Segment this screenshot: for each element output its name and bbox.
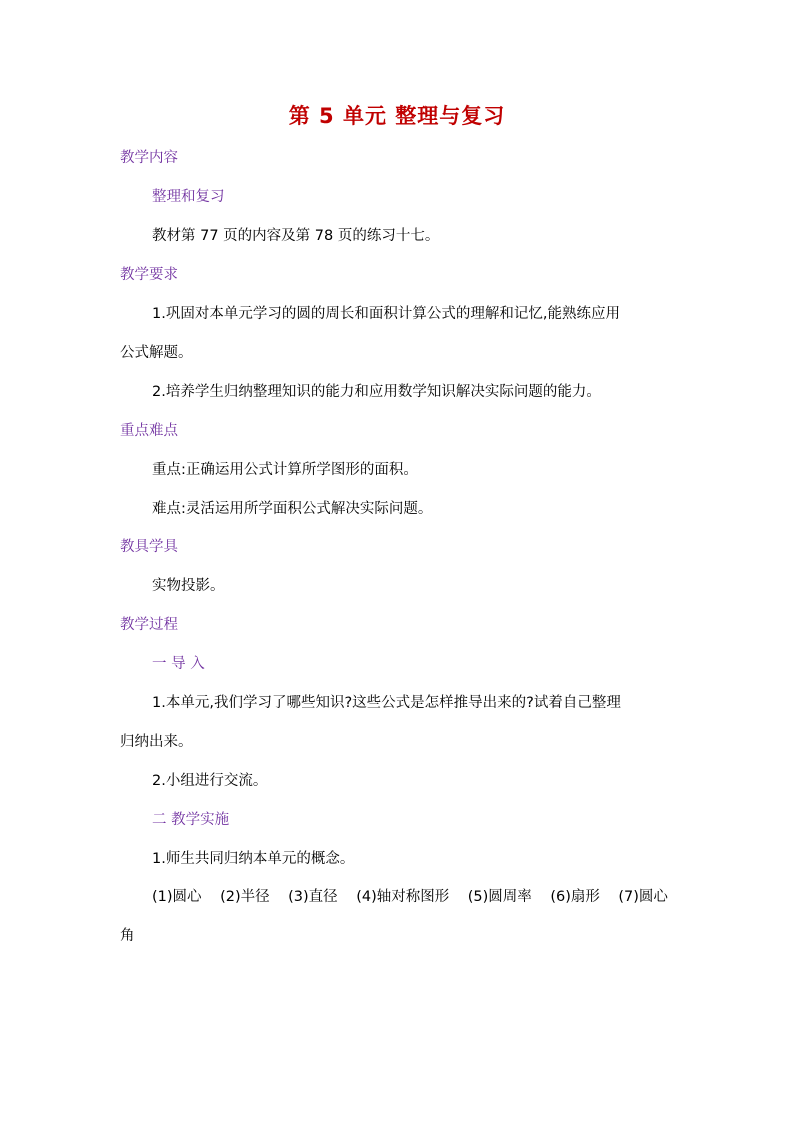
requirement-2: 2.培养学生归纳整理知识的能力和应用数学知识解决实际问题的能力。 — [152, 384, 601, 400]
difficult-point: 难点:灵活运用所学面积公式解决实际问题。 — [152, 501, 433, 517]
concept-item: (3)直径 — [288, 889, 338, 905]
concept-item: (5)圆周率 — [467, 889, 532, 905]
concept-list-continuation: 角 — [120, 928, 135, 944]
key-point: 重点:正确运用公式计算所学图形的面积。 — [152, 462, 418, 478]
concept-list — [152, 887, 668, 907]
subheading-introduction: 一 导 入 — [152, 656, 205, 672]
requirement-1-line-2: 公式解题。 — [120, 345, 193, 361]
tools-text: 实物投影。 — [152, 578, 225, 594]
heading-teaching-content: 教学内容 — [120, 150, 178, 166]
implementation-1: 1.师生共同归纳本单元的概念。 — [152, 851, 355, 867]
intro-1-line-2: 归纳出来。 — [120, 734, 193, 750]
heading-key-difficult-points: 重点难点 — [120, 423, 178, 439]
subheading-implementation: 二 教学实施 — [152, 812, 230, 828]
intro-2: 2.小组进行交流。 — [152, 773, 268, 789]
concept-item: (4)轴对称图形 — [356, 889, 450, 905]
heading-teaching-tools: 教具学具 — [120, 539, 178, 555]
requirement-1-line-1: 1.巩固对本单元学习的圆的周长和面积计算公式的理解和记忆,能熟练应用 — [152, 306, 620, 322]
subheading-review: 整理和复习 — [152, 189, 225, 205]
concept-item: (1)圆心 — [152, 889, 202, 905]
content-text: 教材第 77 页的内容及第 78 页的练习十七。 — [152, 228, 440, 244]
concept-item: (2)半径 — [220, 889, 270, 905]
concept-item: (7)圆心 — [618, 889, 668, 905]
concept-item: (6)扇形 — [550, 889, 600, 905]
heading-teaching-process: 教学过程 — [120, 617, 178, 633]
heading-teaching-requirements: 教学要求 — [120, 267, 178, 283]
page-title: 第 5 单元 整理与复习 — [288, 104, 506, 128]
intro-1-line-1: 1.本单元,我们学习了哪些知识?这些公式是怎样推导出来的?试着自己整理 — [152, 695, 621, 711]
